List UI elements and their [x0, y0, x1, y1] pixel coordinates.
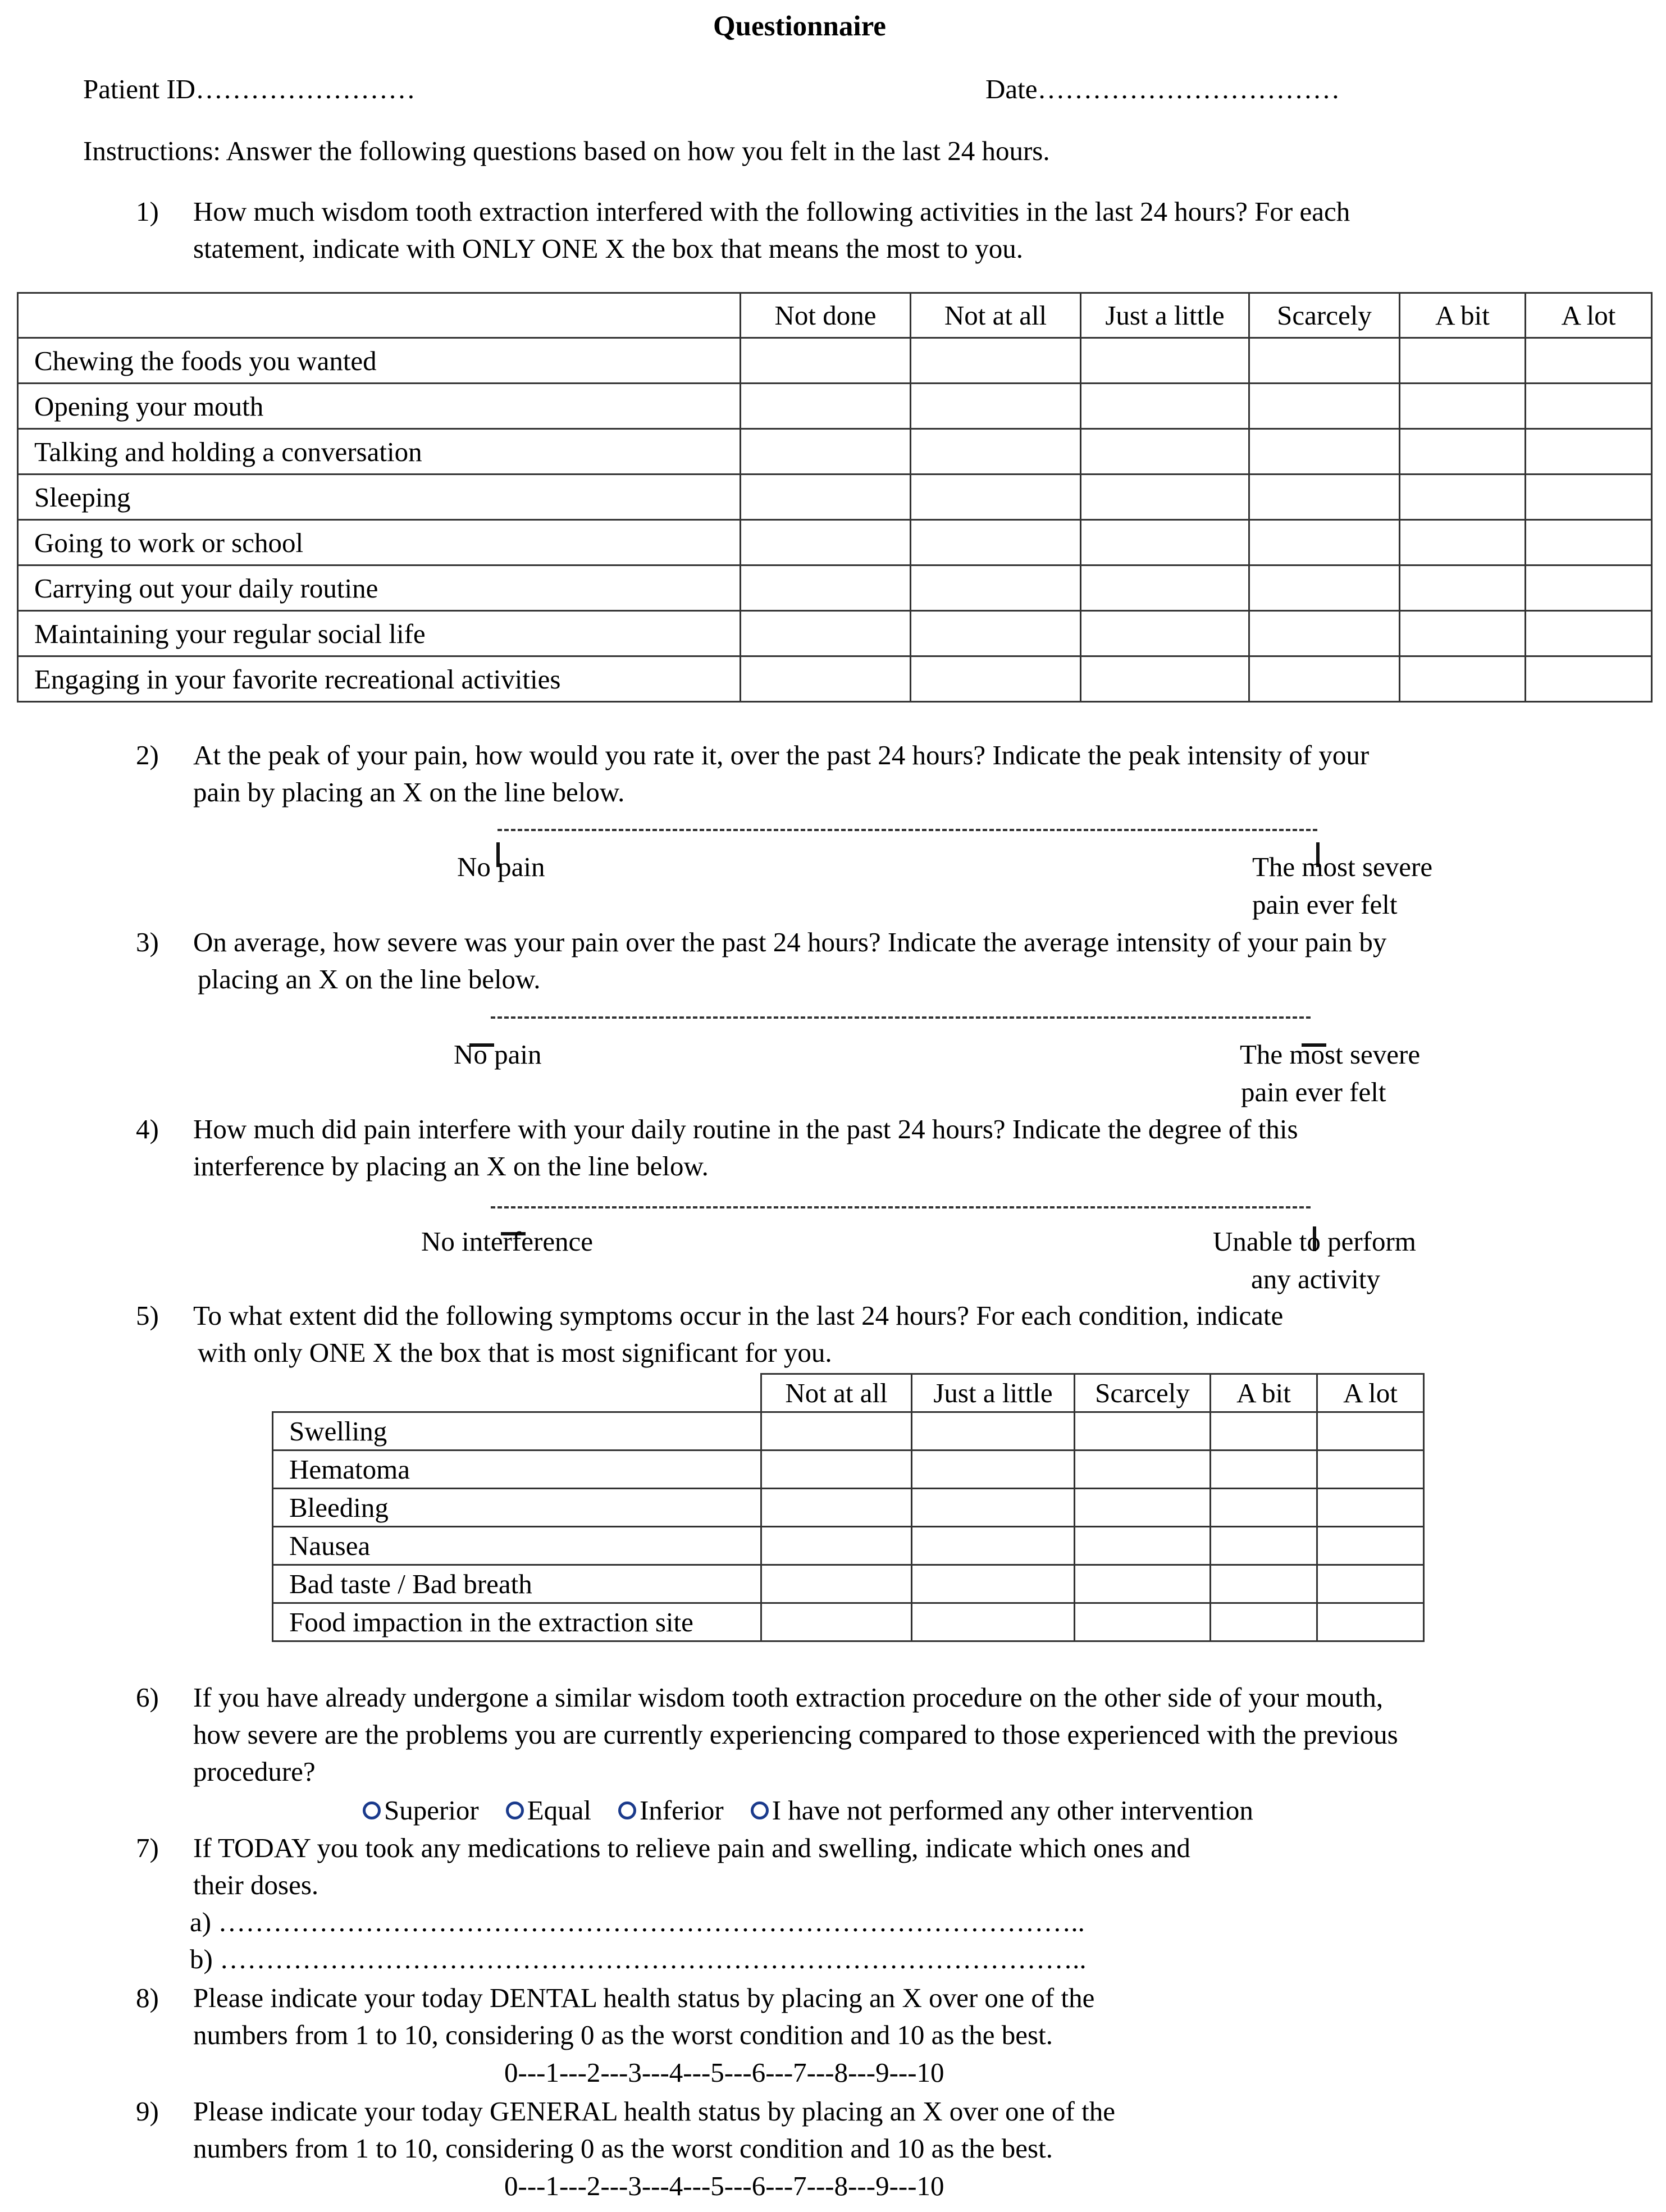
answer-checkbox[interactable] [761, 1451, 912, 1489]
answer-checkbox[interactable] [1317, 1527, 1424, 1565]
table-row [273, 1603, 1424, 1641]
table-row [18, 429, 1652, 475]
answer-checkbox[interactable] [1400, 656, 1526, 702]
average-pain-scale-line[interactable] [491, 1016, 1311, 1019]
q6-options [363, 1793, 1280, 1827]
row-label: Maintaining your regular social life [18, 611, 741, 656]
column-header: A bit [1400, 293, 1526, 338]
row-label: Bleeding [273, 1489, 761, 1527]
answer-checkbox[interactable] [1526, 429, 1652, 475]
column-header: A bit [1211, 1374, 1317, 1412]
answer-checkbox[interactable] [1526, 384, 1652, 429]
date-field[interactable]: Date…………………………… [985, 74, 1340, 104]
answer-checkbox[interactable] [1400, 565, 1526, 611]
row-label: Chewing the foods you wanted [18, 338, 741, 384]
table-row [273, 1489, 1424, 1527]
answer-checkbox[interactable] [1081, 338, 1249, 384]
answer-checkbox[interactable] [761, 1412, 912, 1451]
column-header: Scarcely [1249, 293, 1400, 338]
answer-checkbox[interactable] [761, 1489, 912, 1527]
answer-checkbox[interactable] [1526, 565, 1652, 611]
question-number: 6) [136, 1682, 159, 1713]
option-no-intervention[interactable] [751, 1793, 1253, 1827]
question-text-line: their doses. [193, 1869, 319, 1900]
answer-checkbox[interactable] [1317, 1412, 1424, 1451]
row-label: Hematoma [273, 1451, 761, 1489]
column-header: Not at all [911, 293, 1081, 338]
question-number: 3) [136, 927, 159, 957]
question-number: 8) [136, 1982, 159, 2013]
answer-checkbox[interactable] [741, 656, 911, 702]
table-row [18, 475, 1652, 520]
scale-right-label: The most severe [1240, 1039, 1421, 1070]
answer-checkbox[interactable] [911, 475, 1081, 520]
answer-checkbox[interactable] [741, 565, 911, 611]
answer-checkbox[interactable] [912, 1489, 1075, 1527]
answer-checkbox[interactable] [761, 1527, 912, 1565]
column-header: A lot [1526, 293, 1652, 338]
row-label: Sleeping [18, 475, 741, 520]
answer-checkbox[interactable] [1075, 1489, 1211, 1527]
scale-left-label: No pain [457, 851, 545, 882]
table-row [18, 520, 1652, 565]
answer-checkbox[interactable] [1211, 1565, 1317, 1603]
answer-checkbox[interactable] [1075, 1412, 1211, 1451]
table-row [273, 1412, 1424, 1451]
answer-checkbox[interactable] [1400, 611, 1526, 656]
question-number: 9) [136, 2096, 159, 2127]
answer-checkbox[interactable] [911, 611, 1081, 656]
radio-circle-icon[interactable] [618, 1801, 636, 1819]
general-health-scale[interactable]: 0---1---2---3---4---5---6---7---8---9---10 [504, 2170, 944, 2201]
answer-checkbox[interactable] [1081, 429, 1249, 475]
answer-checkbox[interactable] [741, 429, 911, 475]
row-label: Engaging in your favorite recreational activities [18, 656, 741, 702]
table-row [273, 1451, 1424, 1489]
column-header: Just a little [912, 1374, 1075, 1412]
answer-checkbox[interactable] [1249, 338, 1400, 384]
answer-checkbox[interactable] [1211, 1603, 1317, 1641]
answer-checkbox[interactable] [912, 1603, 1075, 1641]
scale-right-label: pain ever felt [1241, 1077, 1386, 1107]
answer-checkbox[interactable] [1526, 475, 1652, 520]
answer-checkbox[interactable] [911, 565, 1081, 611]
question-text-line: numbers from 1 to 10, considering 0 as the worst condition and 10 as the best. [193, 2019, 1053, 2050]
answer-checkbox[interactable] [1081, 565, 1249, 611]
answer-checkbox[interactable] [911, 520, 1081, 565]
answer-checkbox[interactable] [1526, 611, 1652, 656]
question-text-line: To what extent did the following symptoms occur in the last 24 hours? For each condition, indicate [193, 1300, 1284, 1331]
answer-checkbox[interactable] [741, 384, 911, 429]
question-text-line: statement, indicate with ONLY ONE X the box that means the most to you. [193, 233, 1023, 264]
answer-checkbox[interactable] [1081, 656, 1249, 702]
answer-checkbox[interactable] [761, 1565, 912, 1603]
option-superior[interactable] [363, 1793, 479, 1827]
answer-checkbox[interactable] [1526, 656, 1652, 702]
question-text-line: Please indicate your today GENERAL health status by placing an X over one of the [193, 2096, 1115, 2127]
table-row [273, 1565, 1424, 1603]
question-text-line: interference by placing an X on the line below. [193, 1151, 709, 1182]
answer-checkbox[interactable] [1075, 1527, 1211, 1565]
question-text-line: How much did pain interfere with your daily routine in the past 24 hours? Indicate the degree of this [193, 1114, 1298, 1144]
answer-checkbox[interactable] [1249, 611, 1400, 656]
row-label: Food impaction in the extraction site [273, 1603, 761, 1641]
column-header: Not at all [761, 1374, 912, 1412]
table-header-row [18, 293, 1652, 338]
table-row [18, 338, 1652, 384]
column-header: A lot [1317, 1374, 1424, 1412]
answer-checkbox[interactable] [912, 1527, 1075, 1565]
question-number: 2) [136, 740, 159, 770]
question-number: 7) [136, 1832, 159, 1863]
answer-checkbox[interactable] [1400, 338, 1526, 384]
answer-checkbox[interactable] [1249, 429, 1400, 475]
dental-health-scale[interactable]: 0---1---2---3---4---5---6---7---8---9---10 [504, 2057, 944, 2088]
question-number: 5) [136, 1300, 159, 1331]
table-row [273, 1527, 1424, 1565]
option-label: Inferior [640, 1795, 724, 1826]
answer-checkbox[interactable] [1526, 520, 1652, 565]
question-text-line: pain by placing an X on the line below. [193, 777, 625, 808]
question-text-line: Please indicate your today DENTAL health status by placing an X over one of the [193, 1982, 1095, 2013]
column-header: Not done [741, 293, 911, 338]
answer-checkbox[interactable] [1317, 1451, 1424, 1489]
answer-checkbox[interactable] [741, 338, 911, 384]
answer-checkbox[interactable] [1249, 384, 1400, 429]
answer-checkbox[interactable] [911, 429, 1081, 475]
row-label: Nausea [273, 1527, 761, 1565]
answer-checkbox[interactable] [1400, 429, 1526, 475]
answer-checkbox[interactable] [911, 656, 1081, 702]
medication-b-field[interactable]: b) ………………………………………………………………………………….. [190, 1944, 1087, 1974]
question-text-line: with only ONE X the box that is most significant for you. [198, 1337, 832, 1368]
question-text-line: procedure? [193, 1756, 316, 1787]
row-label: Opening your mouth [18, 384, 741, 429]
table-row [18, 656, 1652, 702]
header-corner-cell [18, 293, 741, 338]
answer-checkbox[interactable] [1211, 1451, 1317, 1489]
interference-scale-line[interactable] [491, 1206, 1311, 1208]
instructions: Instructions: Answer the following questions based on how you felt in the last 24 hours. [83, 135, 1050, 166]
scale-right-label: The most severe [1252, 851, 1433, 882]
answer-checkbox[interactable] [1211, 1412, 1317, 1451]
answer-checkbox[interactable] [1081, 475, 1249, 520]
row-label: Carrying out your daily routine [18, 565, 741, 611]
table-row [18, 611, 1652, 656]
patient-id-field[interactable]: Patient ID…………………… [83, 74, 416, 104]
answer-checkbox[interactable] [741, 520, 911, 565]
question-text-line: At the peak of your pain, how would you rate it, over the past 24 hours? Indicate the peak intensity of your [193, 740, 1370, 770]
answer-checkbox[interactable] [912, 1451, 1075, 1489]
page-title: Questionnaire [713, 11, 886, 42]
q5-symptoms-table [272, 1373, 1425, 1642]
answer-checkbox[interactable] [1081, 520, 1249, 565]
radio-circle-icon[interactable] [363, 1801, 381, 1819]
answer-checkbox[interactable] [1249, 475, 1400, 520]
answer-checkbox[interactable] [761, 1603, 912, 1641]
question-number: 4) [136, 1114, 159, 1144]
answer-checkbox[interactable] [1211, 1489, 1317, 1527]
column-header: Just a little [1081, 293, 1249, 338]
answer-checkbox[interactable] [911, 338, 1081, 384]
q1-activities-table [17, 292, 1653, 703]
answer-checkbox[interactable] [912, 1412, 1075, 1451]
radio-circle-icon[interactable] [506, 1801, 524, 1819]
answer-checkbox[interactable] [1400, 475, 1526, 520]
answer-checkbox[interactable] [1249, 656, 1400, 702]
answer-checkbox[interactable] [912, 1565, 1075, 1603]
scale-right-label: any activity [1251, 1264, 1380, 1294]
answer-checkbox[interactable] [1317, 1489, 1424, 1527]
medication-a-field[interactable]: a) ………………………………………………………………………………….. [190, 1907, 1085, 1937]
scale-right-label: pain ever felt [1252, 889, 1398, 920]
question-text-line: placing an X on the line below. [198, 964, 541, 995]
answer-checkbox[interactable] [1081, 384, 1249, 429]
scale-left-label: No pain [454, 1039, 542, 1070]
option-label: Equal [527, 1795, 592, 1826]
answer-checkbox[interactable] [1211, 1527, 1317, 1565]
option-inferior[interactable] [618, 1793, 724, 1827]
answer-checkbox[interactable] [1317, 1603, 1424, 1641]
row-label: Talking and holding a conversation [18, 429, 741, 475]
answer-checkbox[interactable] [1081, 611, 1249, 656]
question-text-line: If you have already undergone a similar wisdom tooth extraction procedure on the other side of your mouth, [193, 1682, 1384, 1713]
answer-checkbox[interactable] [1075, 1603, 1211, 1641]
answer-checkbox[interactable] [1249, 565, 1400, 611]
question-text-line: numbers from 1 to 10, considering 0 as the worst condition and 10 as the best. [193, 2133, 1053, 2164]
column-header: Scarcely [1075, 1374, 1211, 1412]
header-corner-cell [273, 1374, 761, 1412]
answer-checkbox[interactable] [911, 384, 1081, 429]
answer-checkbox[interactable] [1317, 1565, 1424, 1603]
scale-left-label: No interference [421, 1226, 594, 1257]
scale-right-label: Unable to perform [1213, 1226, 1416, 1257]
peak-pain-scale-line[interactable] [497, 829, 1317, 831]
option-equal[interactable] [506, 1793, 591, 1827]
question-text-line: If TODAY you took any medications to relieve pain and swelling, indicate which ones and [193, 1832, 1190, 1863]
question-text-line: How much wisdom tooth extraction interfered with the following activities in the last 24 hours? For each [193, 196, 1350, 227]
row-label: Swelling [273, 1412, 761, 1451]
option-label: I have not performed any other intervention [772, 1795, 1253, 1826]
table-row [18, 565, 1652, 611]
answer-checkbox[interactable] [1400, 520, 1526, 565]
table-row [18, 384, 1652, 429]
answer-checkbox[interactable] [1400, 384, 1526, 429]
row-label: Bad taste / Bad breath [273, 1565, 761, 1603]
answer-checkbox[interactable] [1526, 338, 1652, 384]
radio-circle-icon[interactable] [751, 1801, 769, 1819]
answer-checkbox[interactable] [1075, 1565, 1211, 1603]
question-text-line: On average, how severe was your pain over the past 24 hours? Indicate the average intensity of your pain by [193, 927, 1387, 957]
table-header-row [273, 1374, 1424, 1412]
answer-checkbox[interactable] [741, 611, 911, 656]
option-label: Superior [384, 1795, 479, 1826]
row-label: Going to work or school [18, 520, 741, 565]
question-text-line: how severe are the problems you are currently experiencing compared to those experienced with the previous [193, 1719, 1398, 1750]
question-number: 1) [136, 196, 159, 227]
answer-checkbox[interactable] [1249, 520, 1400, 565]
answer-checkbox[interactable] [741, 475, 911, 520]
answer-checkbox[interactable] [1075, 1451, 1211, 1489]
